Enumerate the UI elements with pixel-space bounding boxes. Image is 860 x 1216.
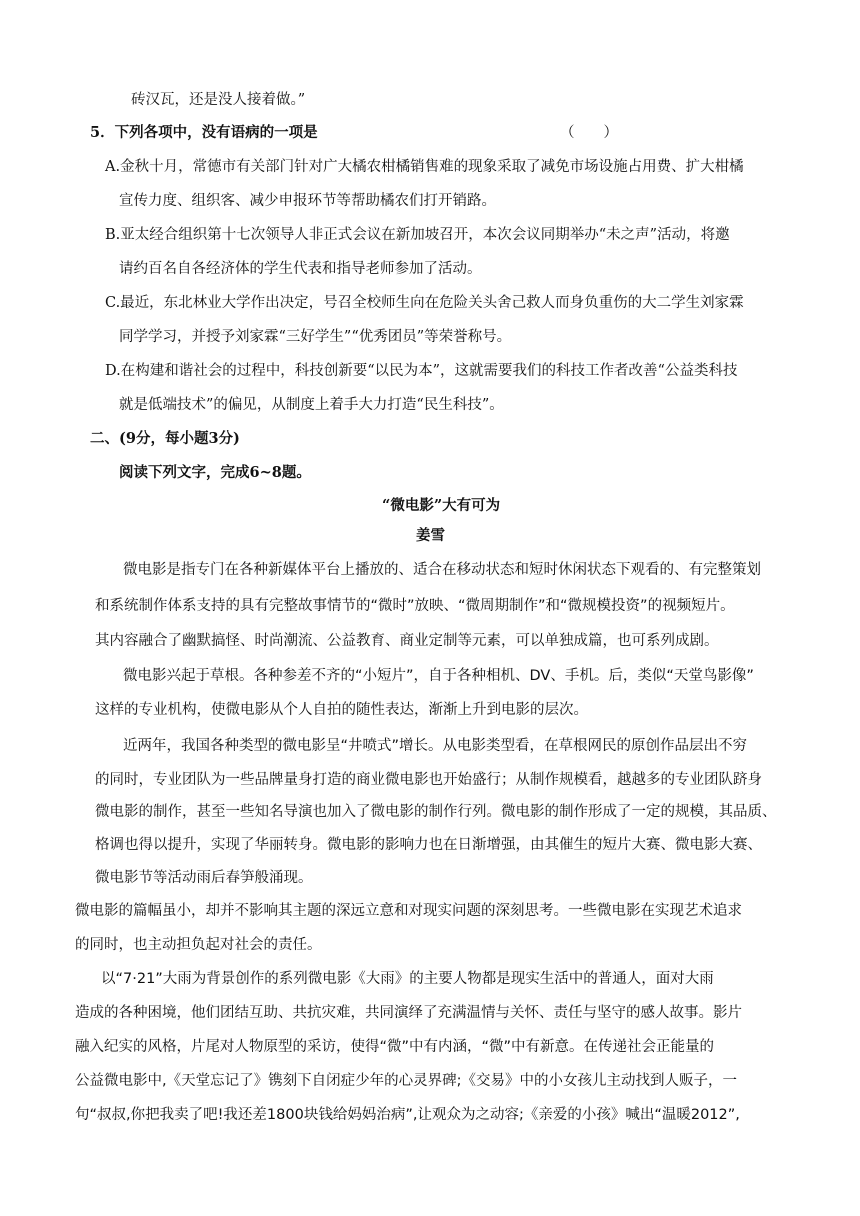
paragraph-line: 微电影是指专门在各种新媒体平台上播放的、适合在移动状态和短时休闲状态下观看的、有完整策划 <box>123 562 761 578</box>
paragraph-line: 的同时，专业团队为一些品牌量身打造的商业微电影也开始盛行；从制作规模看，越越多的专业团队跻身 <box>95 772 762 788</box>
option-a-cont: 宣传力度、组织客、减少申报环节等帮助橘农们打开销路。 <box>119 193 496 209</box>
option-b-cont: 请约百名自各经济体的学生代表和指导老师参加了活动。 <box>119 261 482 277</box>
section-2-heading: 二、(9分，每小题3分) <box>90 430 240 447</box>
paragraph-line: 格调也得以提升，实现了华丽转身。微电影的影响力也在日渐增强，由其催生的短片大赛、微电影大赛、 <box>95 837 762 853</box>
paragraph-line: 微电影的篇幅虽小，却并不影响其主题的深远立意和对现实问题的深刻思考。一些微电影在实现艺术追求 <box>75 903 742 919</box>
paragraph-line: 句“叔叔,你把我卖了吧!我还差1800块钱给妈妈治病”,让观众为之动容;《亲爱的小孩》喊出“温暖2012”, <box>75 1107 740 1123</box>
article-title: “微电影”大有可为 <box>382 497 501 514</box>
paragraph-line: 其内容融合了幽默搞怪、时尚潮流、公益教育、商业定制等元素，可以单独成篇，也可系列成剧。 <box>95 633 719 649</box>
paragraph-line: 的同时，也主动担负起对社会的责任。 <box>75 937 322 953</box>
reading-instruction: 阅读下列文字，完成6~8题。 <box>119 464 311 481</box>
paragraph-line: 近两年，我国各种类型的微电影呈“井喷式”增长。从电影类型看，在草根网民的原创作品层出不穷 <box>123 738 748 754</box>
paragraph-line: 这样的专业机构，使微电影从个人自拍的随性表达，渐渐上升到电影的层次。 <box>95 702 588 718</box>
paragraph-line: 以“7·21”大雨为背景创作的系列微电影《大雨》的主要人物都是现实生活中的普通人，面对大雨 <box>101 971 714 987</box>
paragraph-line: 和系统制作体系支持的具有完整故事情节的“微时”放映、“微周期制作”和“微规模投资”的视频短片。 <box>95 598 735 614</box>
article-author: 姜雪 <box>416 527 445 544</box>
paragraph-line: 微电影兴起于草根。各种参差不齐的“小短片”，自于各种相机、DV、手机。后，类似“天堂鸟影像” <box>123 668 754 684</box>
question-5-stem: 5．下列各项中，没有语病的一项是 <box>90 124 318 141</box>
option-b: B.亚太经合组织第十七次领导人非正式会议在新加坡召开，本次会议同期举办“未之声”活动，将邀 <box>105 227 730 243</box>
answer-parentheses: （ ） <box>560 125 618 141</box>
option-d-cont: 就是低端技术”的偏见，从制度上着手大力打造“民生科技”。 <box>119 397 504 413</box>
option-c: C.最近，东北林业大学作出决定，号召全校师生向在危险关头舍己救人而身负重伤的大二学生刘家霖 <box>105 295 744 311</box>
option-c-cont: 同学学习，并授予刘家霖“三好学生”“优秀团员”等荣誉称号。 <box>119 329 512 345</box>
paragraph-line: 融入纪实的风格，片尾对人物原型的采访，使得“微”中有内涵，“微”中有新意。在传递社会正能量的 <box>75 1039 715 1055</box>
paragraph-line: 公益微电影中,《天堂忘记了》镌刻下自闭症少年的心灵界碑;《交易》中的小女孩儿主动找到人贩子，一 <box>75 1073 737 1089</box>
paragraph-line: 微电影节等活动雨后春笋般涌现。 <box>95 870 313 886</box>
text-line: 砖汉瓦，还是没人接着做。” <box>131 92 306 108</box>
paragraph-line: 微电影的制作，甚至一些知名导演也加入了微电影的制作行列。微电影的制作形成了一定的规模，其品质、 <box>95 804 777 820</box>
option-d: D.在构建和谐社会的过程中，科技创新要“以民为本”，这就需要我们的科技工作者改善“公益类科技 <box>105 363 738 379</box>
paragraph-line: 造成的各种困境，他们团结互助、共抗灾难，共同演绎了充满温情与关怀、责任与坚守的感人故事。影片 <box>75 1005 742 1021</box>
option-a: A.金秋十月，常德市有关部门针对广大橘农柑橘销售难的现象采取了减免市场设施占用费、扩大柑橘 <box>105 159 744 175</box>
